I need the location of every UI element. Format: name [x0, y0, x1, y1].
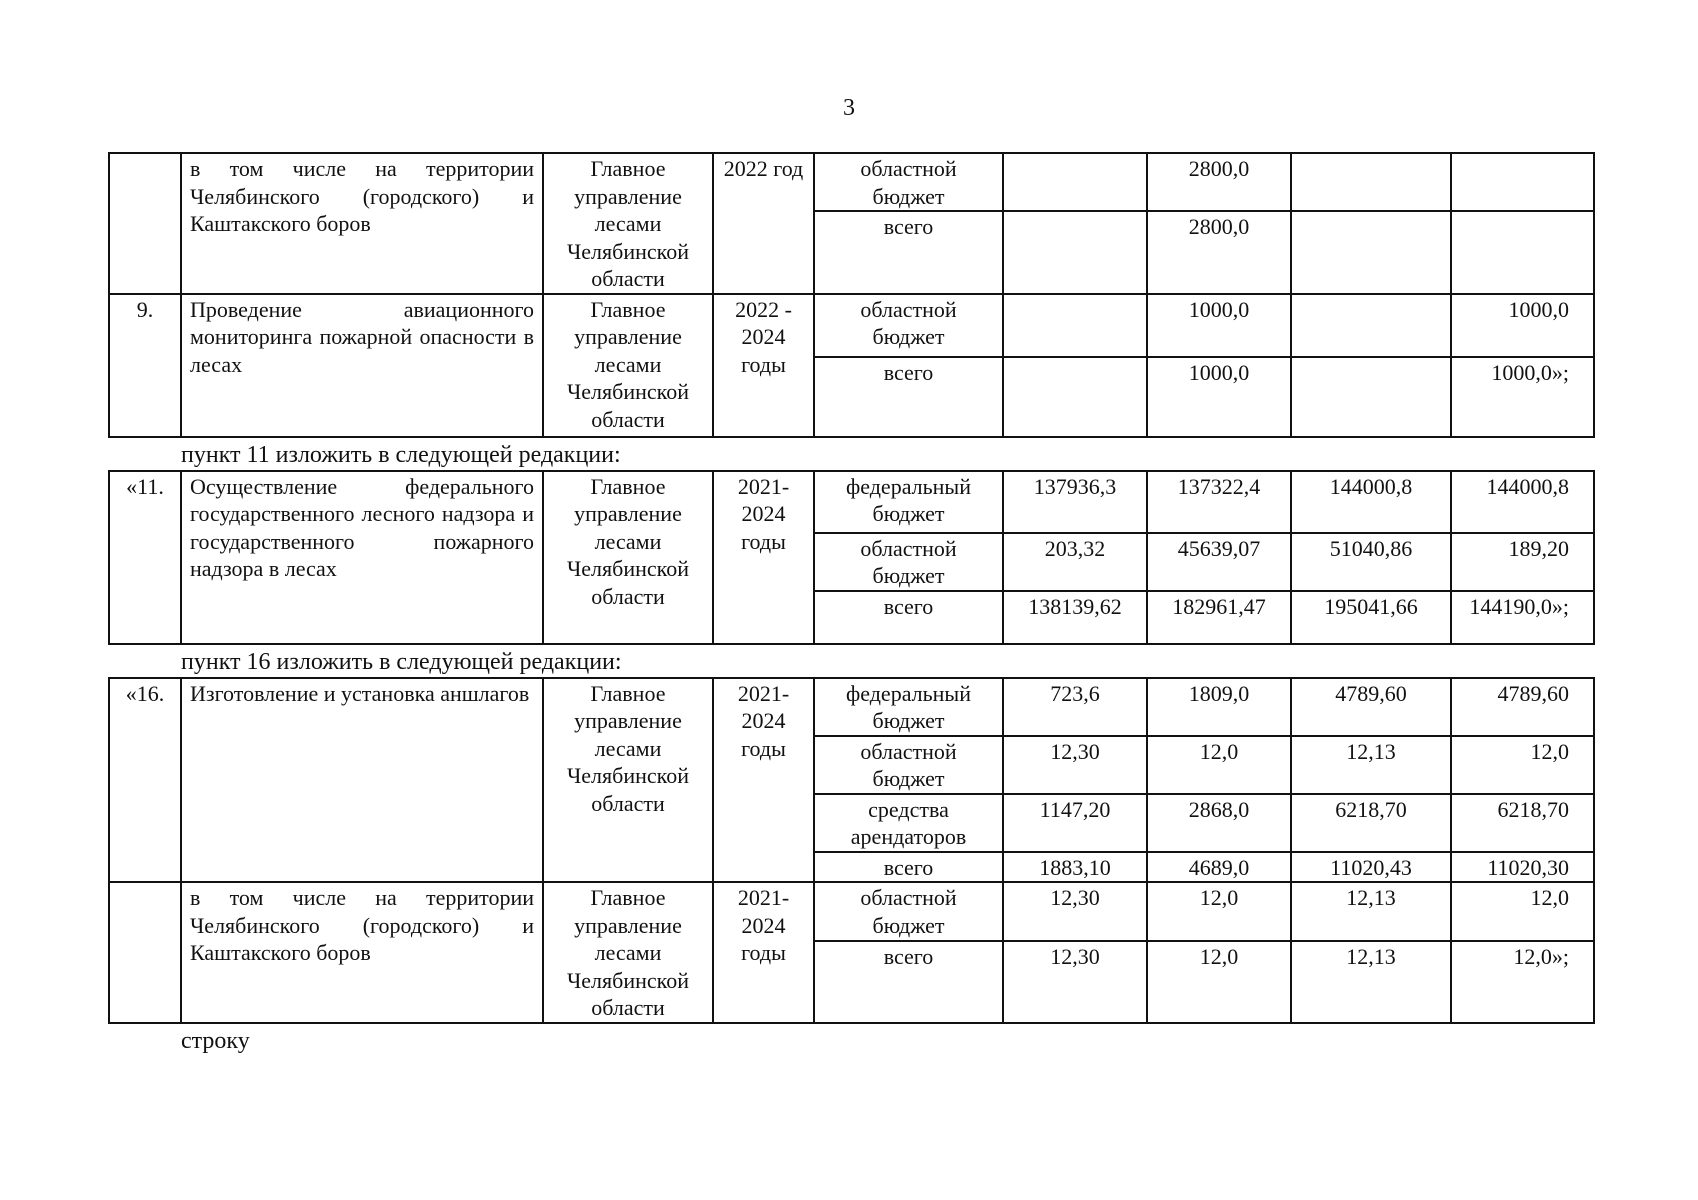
item-organization: Главное управление лесами Челябинской области: [543, 471, 713, 644]
funding-source: всего: [814, 941, 1003, 1023]
amount-cell-3: 195041,66: [1291, 591, 1451, 644]
amount-cell-2: 1809,0: [1147, 678, 1291, 736]
amount-cell-4: 6218,70: [1451, 794, 1594, 852]
funding-source: всего: [814, 591, 1003, 644]
item-name: Осуществление федерального государственного лесного надзора и государственного пожарного надзора в лесах: [181, 471, 543, 644]
table-row: [109, 153, 1594, 211]
table-row: [109, 678, 1594, 736]
table-block-1: [108, 152, 1595, 438]
funding-source: федеральный бюджет: [814, 471, 1003, 533]
funding-source: всего: [814, 357, 1003, 437]
amount-cell-4: 144190,0»;: [1451, 591, 1594, 644]
amount-cell-4: 4789,60: [1451, 678, 1594, 736]
table-block-2: [108, 470, 1595, 645]
amount-cell-4: [1451, 153, 1594, 211]
amount-cell-1: 12,30: [1003, 882, 1147, 941]
closing-text: строку: [181, 1027, 250, 1054]
funding-source: областной бюджет: [814, 533, 1003, 591]
instruction-item-16: пункт 16 изложить в следующей редакции:: [181, 648, 622, 675]
amount-cell-3: [1291, 357, 1451, 437]
amount-cell-1: 723,6: [1003, 678, 1147, 736]
item-organization: Главное управление лесами Челябинской области: [543, 294, 713, 437]
amount-cell-4: 1000,0»;: [1451, 357, 1594, 437]
table-row: [109, 471, 1594, 533]
amount-cell-3: 12,13: [1291, 882, 1451, 941]
table-block-3: [108, 677, 1595, 1024]
amount-cell-4: 189,20: [1451, 533, 1594, 591]
item-number: [109, 153, 181, 294]
item-organization: Главное управление лесами Челябинской области: [543, 678, 713, 883]
amount-cell-4: 12,0»;: [1451, 941, 1594, 1023]
amount-cell-1: 12,30: [1003, 736, 1147, 794]
item-organization: Главное управление лесами Челябинской области: [543, 882, 713, 1023]
amount-cell-1: [1003, 357, 1147, 437]
amount-cell-1: 138139,62: [1003, 591, 1147, 644]
item-name: в том числе на территории Челябинского (городского) и Каштакского боров: [181, 153, 543, 294]
item-number: «16.: [109, 678, 181, 883]
amount-cell-2: 2868,0: [1147, 794, 1291, 852]
amount-cell-3: 11020,43: [1291, 852, 1451, 883]
funding-source: средства арендаторов: [814, 794, 1003, 852]
amount-cell-3: 144000,8: [1291, 471, 1451, 533]
funding-source: областной бюджет: [814, 294, 1003, 357]
amount-cell-3: 12,13: [1291, 941, 1451, 1023]
amount-cell-1: [1003, 294, 1147, 357]
amount-cell-1: 137936,3: [1003, 471, 1147, 533]
amount-cell-4: 12,0: [1451, 882, 1594, 941]
item-number: 9.: [109, 294, 181, 437]
item-years: 2021- 2024 годы: [713, 471, 814, 644]
amount-cell-3: 12,13: [1291, 736, 1451, 794]
amount-cell-3: 4789,60: [1291, 678, 1451, 736]
item-years: 2022 - 2024 годы: [713, 294, 814, 437]
funding-source: всего: [814, 852, 1003, 883]
item-name: в том числе на территории Челябинского (городского) и Каштакского боров: [181, 882, 543, 1023]
amount-cell-2: 4689,0: [1147, 852, 1291, 883]
amount-cell-2: 1000,0: [1147, 357, 1291, 437]
item-years: 2021- 2024 годы: [713, 882, 814, 1023]
table-row: [109, 882, 1594, 941]
amount-cell-2: 182961,47: [1147, 591, 1291, 644]
amount-cell-4: 144000,8: [1451, 471, 1594, 533]
funding-source: областной бюджет: [814, 153, 1003, 211]
amount-cell-1: [1003, 153, 1147, 211]
amount-cell-2: 45639,07: [1147, 533, 1291, 591]
page-number: 3: [843, 95, 855, 121]
amount-cell-2: 1000,0: [1147, 294, 1291, 357]
amount-cell-2: 2800,0: [1147, 153, 1291, 211]
item-years: 2021- 2024 годы: [713, 678, 814, 883]
amount-cell-4: 11020,30: [1451, 852, 1594, 883]
amount-cell-3: 51040,86: [1291, 533, 1451, 591]
amount-cell-1: [1003, 211, 1147, 293]
amount-cell-1: 1883,10: [1003, 852, 1147, 883]
amount-cell-2: 12,0: [1147, 882, 1291, 941]
document-sheet: [108, 152, 1593, 1055]
amount-cell-3: 6218,70: [1291, 794, 1451, 852]
amount-cell-3: [1291, 294, 1451, 357]
table-row: [109, 294, 1594, 357]
amount-cell-4: [1451, 211, 1594, 293]
item-years: 2022 год: [713, 153, 814, 294]
item-organization: Главное управление лесами Челябинской области: [543, 153, 713, 294]
amount-cell-2: 12,0: [1147, 941, 1291, 1023]
amount-cell-3: [1291, 153, 1451, 211]
amount-cell-1: 1147,20: [1003, 794, 1147, 852]
amount-cell-2: 137322,4: [1147, 471, 1291, 533]
amount-cell-4: 1000,0: [1451, 294, 1594, 357]
amount-cell-4: 12,0: [1451, 736, 1594, 794]
amount-cell-2: 2800,0: [1147, 211, 1291, 293]
item-name: Изготовление и установка аншлагов: [181, 678, 543, 883]
instruction-item-11: пункт 11 изложить в следующей редакции:: [181, 441, 621, 468]
funding-source: областной бюджет: [814, 882, 1003, 941]
amount-cell-1: 203,32: [1003, 533, 1147, 591]
amount-cell-2: 12,0: [1147, 736, 1291, 794]
funding-source: всего: [814, 211, 1003, 293]
item-number: [109, 882, 181, 1023]
amount-cell-1: 12,30: [1003, 941, 1147, 1023]
item-number: «11.: [109, 471, 181, 644]
amount-cell-3: [1291, 211, 1451, 293]
funding-source: федеральный бюджет: [814, 678, 1003, 736]
funding-source: областной бюджет: [814, 736, 1003, 794]
item-name: Проведение авиационного мониторинга пожарной опасности в лесах: [181, 294, 543, 437]
